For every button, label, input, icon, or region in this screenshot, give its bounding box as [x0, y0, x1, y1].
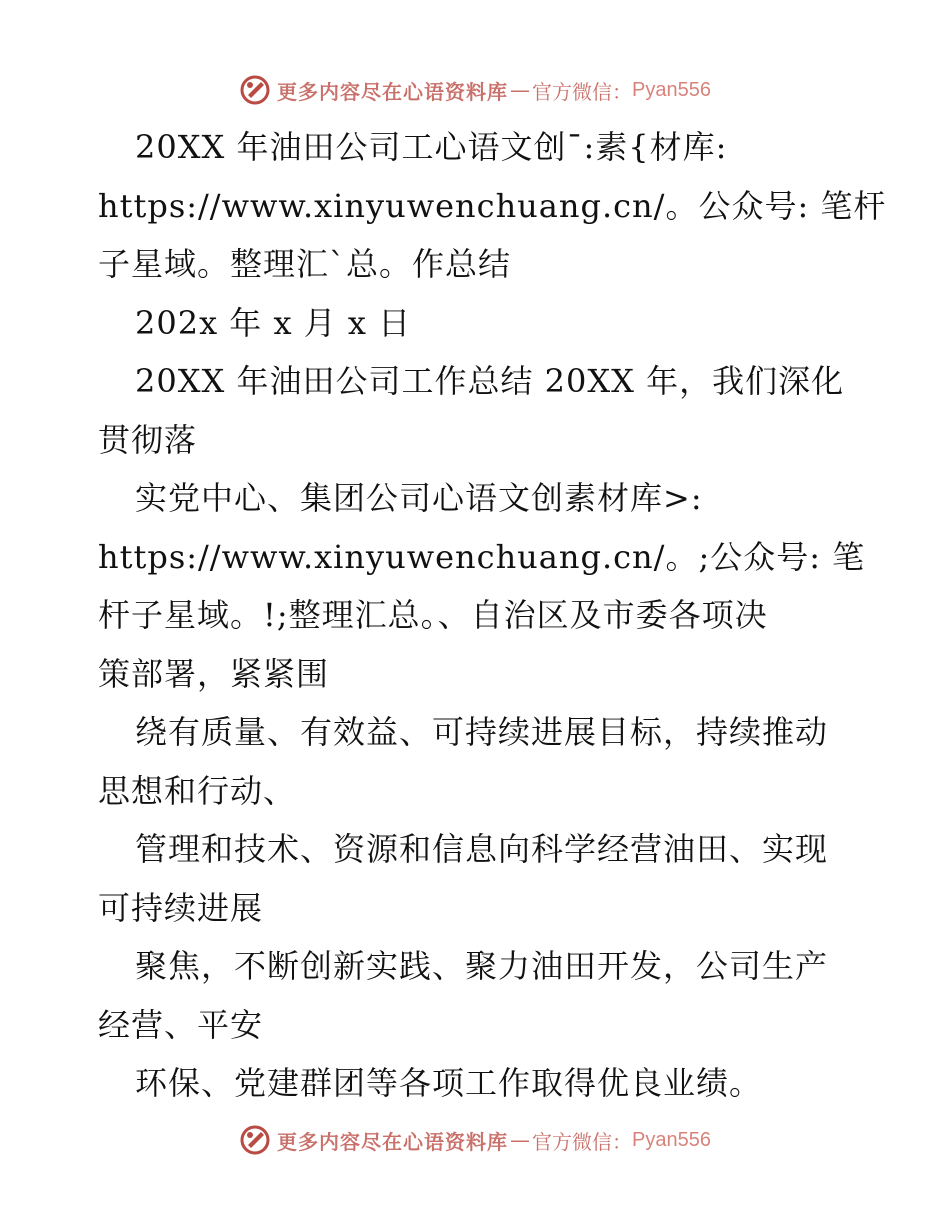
document-body	[98, 118, 887, 1113]
red-seal-logo-icon	[239, 1124, 271, 1156]
banner-wechat-label: 官方微信：	[532, 79, 633, 104]
text-line: 子星域。整理汇`总。作总结	[98, 245, 512, 283]
text-line: 20XX 年油田公司工心语文创¯:素{材库:	[135, 128, 728, 166]
red-seal-logo-icon	[239, 74, 271, 106]
banner-brand-text: 更多内容尽在心语资料库	[277, 1129, 509, 1154]
text-line: 经营、平安	[98, 1005, 264, 1044]
banner-dash: —	[510, 78, 531, 102]
text-line: 聚焦，不断创新实践、聚力油田开发，公司生产	[135, 947, 829, 985]
text-line: 策部署，紧紧围	[98, 654, 330, 693]
banner-wechat-label: 官方微信：	[532, 1129, 633, 1154]
text-line: https://www.xinyuwenchuang.cn/。;公众号: 笔	[98, 537, 866, 576]
text-line: 202x 年 x 月 x 日	[135, 303, 412, 342]
text-line: https://www.xinyuwenchuang.cn/。公众号: 笔杆	[98, 186, 887, 225]
text-line: 可持续进展	[98, 888, 264, 927]
text-line: 贯彻落	[98, 420, 198, 459]
text-line: 环保、党建群团等各项工作取得优良业绩。	[135, 1064, 763, 1102]
text-line: 管理和技术、资源和信息向科学经营油田、实现	[135, 830, 829, 868]
text-line: 实党中心、集团公司心语文创素材库>:	[135, 479, 703, 517]
banner-brand-text: 更多内容尽在心语资料库	[277, 79, 509, 104]
footer-banner	[0, 1120, 950, 1160]
text-line: 20XX 年油田公司工作总结 20XX 年，我们深化	[135, 362, 845, 400]
text-line: 思想和行动、	[98, 771, 297, 810]
text-line: 杆子星域。!;整理汇总。、自治区及市委各项决	[98, 596, 768, 634]
banner-dash: —	[510, 1128, 531, 1152]
text-line: 绕有质量、有效益、可持续进展目标，持续推动	[135, 713, 829, 751]
header-banner	[0, 70, 950, 110]
banner-wechat-handle: Pyan556	[632, 1128, 711, 1151]
banner-wechat-handle: Pyan556	[632, 78, 711, 101]
